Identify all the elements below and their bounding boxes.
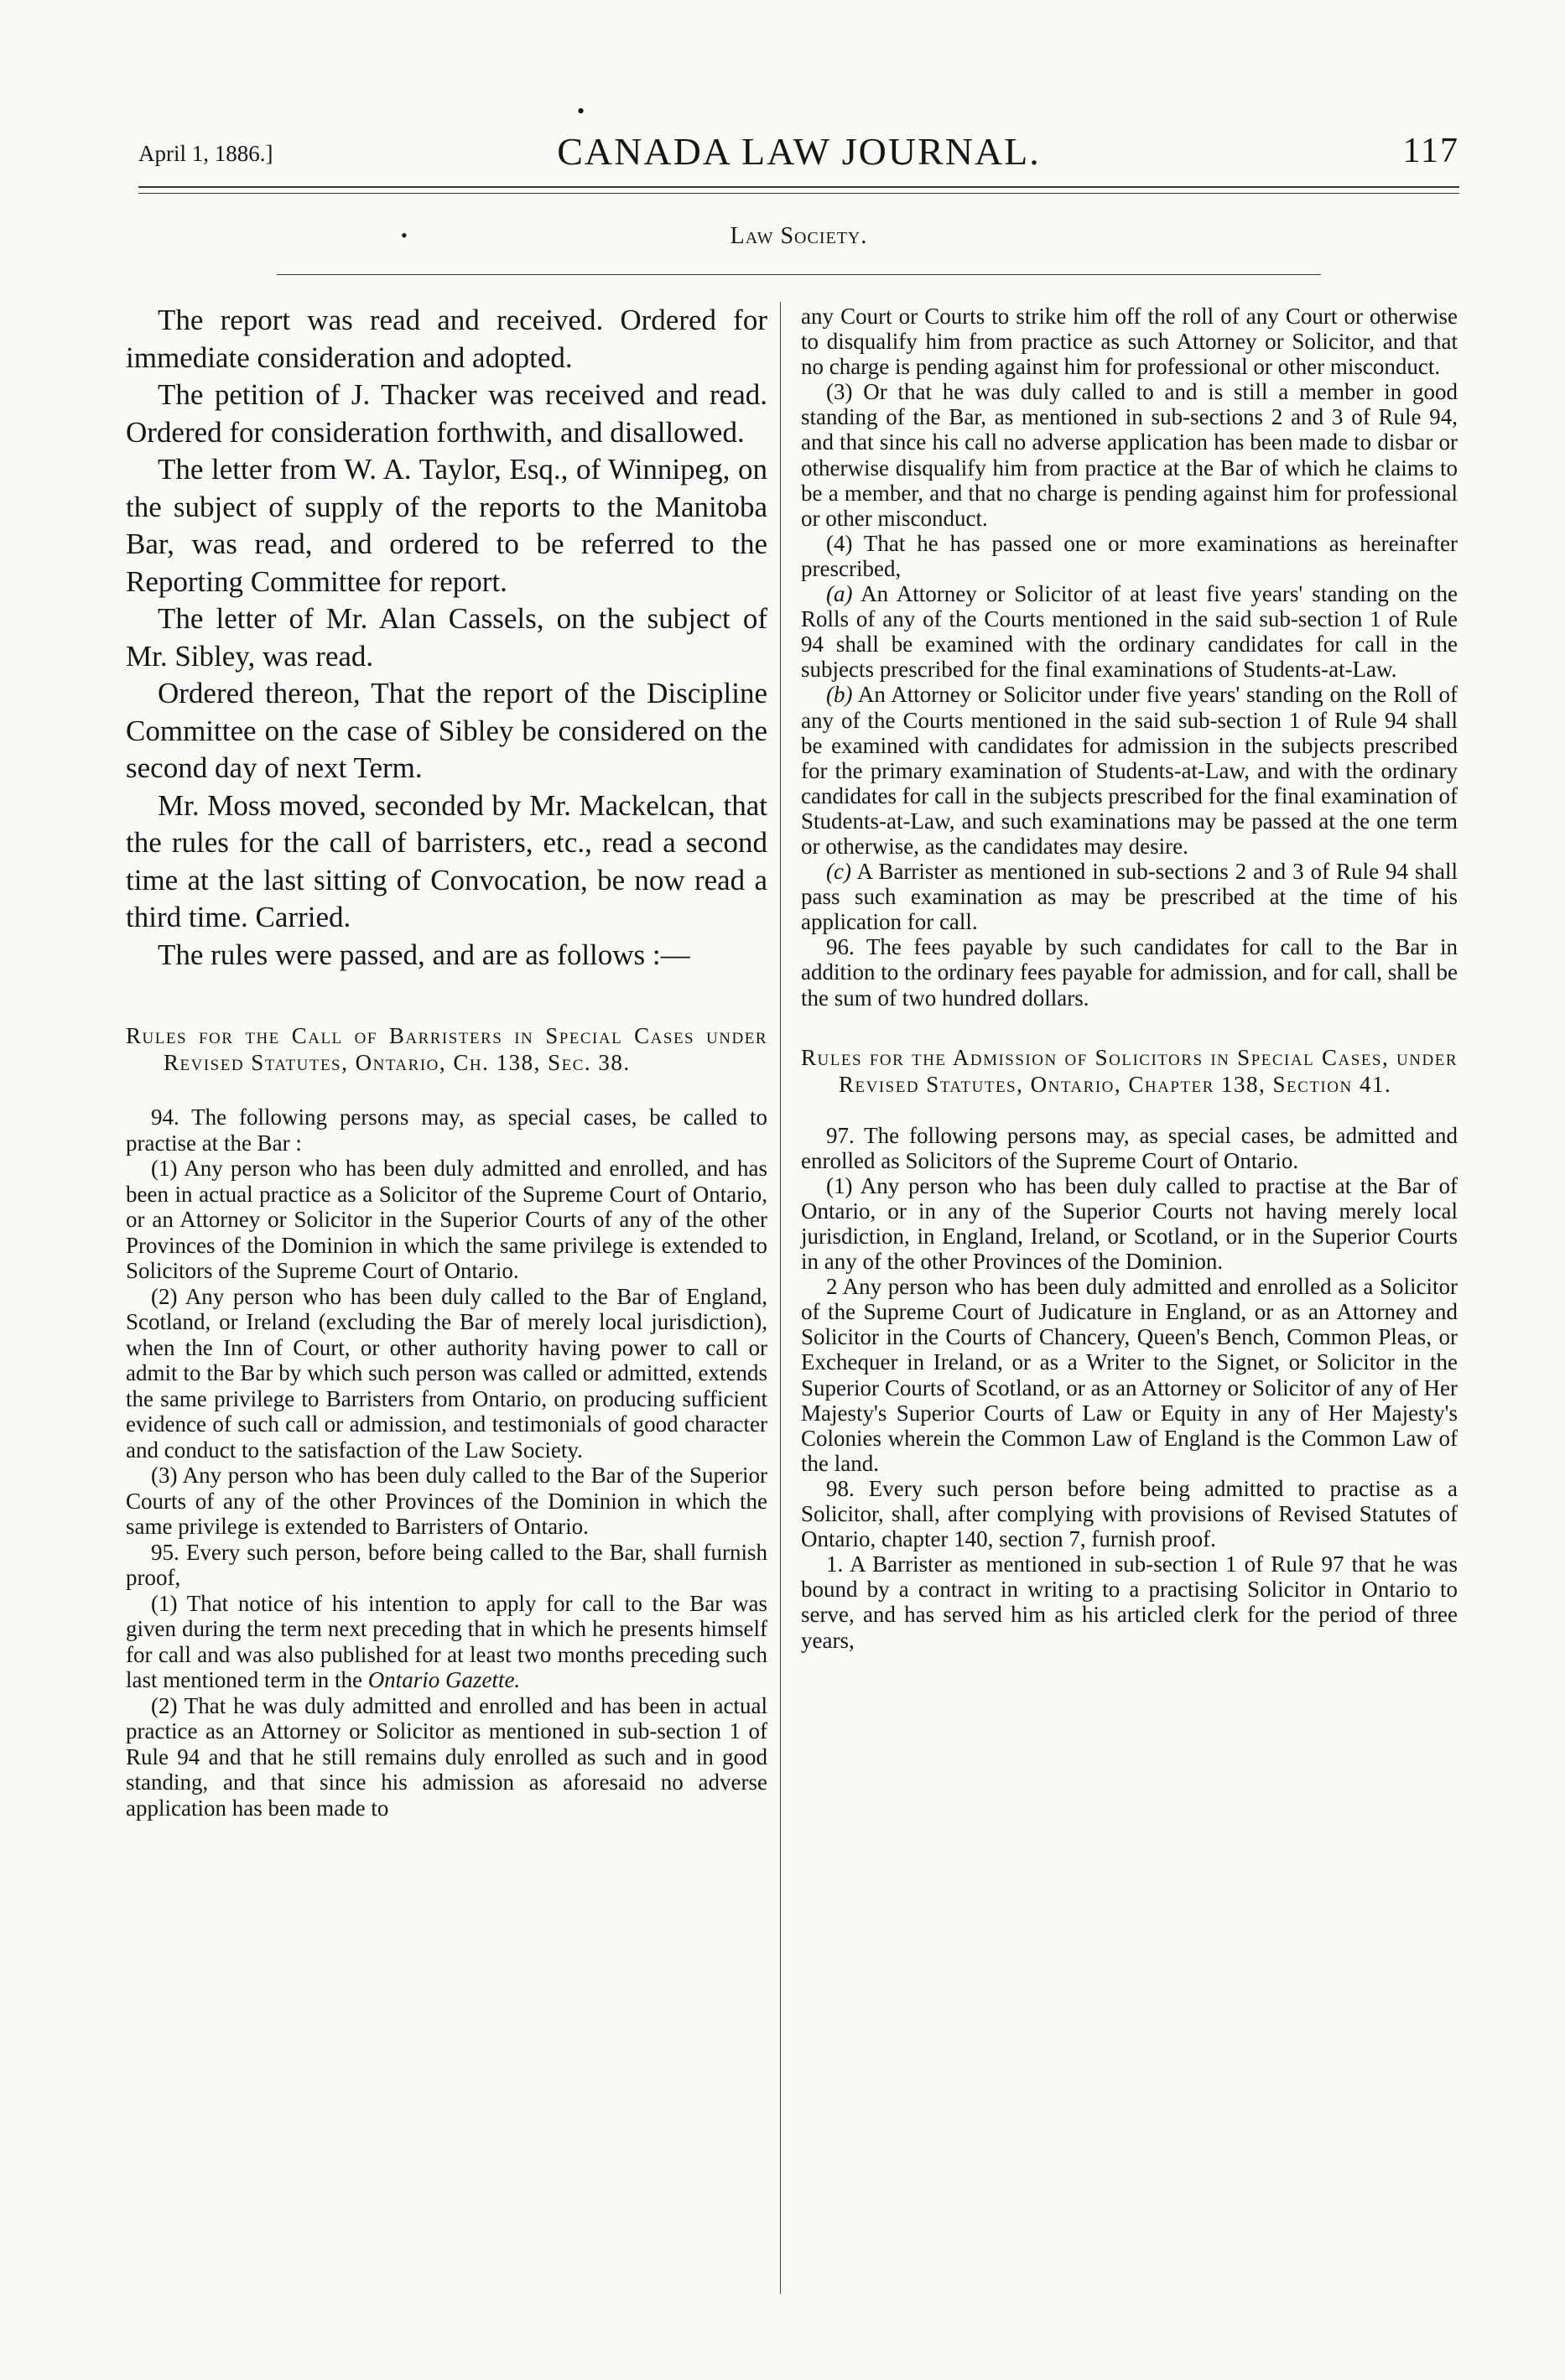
rule-paragraph: 95. Every such person, before being called to the Bar, shall furnish proof, [126, 1539, 767, 1590]
minute-paragraph: Ordered thereon, That the report of the Discipline Committee on the case of Sibley be considered on the second day of next Term. [126, 677, 767, 784]
clause-marker: (c) [826, 859, 851, 885]
section-rule [277, 274, 1321, 275]
rule-text: (1) That notice of his intention to apply for call to the Bar was given during the term next preceding that in which he presents himself for call and was also published for at least two months preceding such last mentioned term in the [126, 1590, 767, 1692]
left-column [126, 302, 767, 1821]
minute-paragraph: Mr. Moss moved, seconded by Mr. Mackelcan, that the rules for the call of barristers, etc., read a second time at the last sitting of Convocation, be now read a third time. Carried. [126, 788, 767, 933]
barrister-rules [126, 1104, 767, 1821]
gazette-name: Ontario Gazette. [367, 1667, 521, 1692]
journal-title: CANADA LAW JOURNAL. [557, 130, 1041, 173]
section-title: Law Society. [730, 223, 868, 249]
ink-speck: • [577, 99, 585, 123]
rule-paragraph: (4) That he has passed one or more examinations as hereinafter prescribed, [801, 530, 1458, 581]
rule-paragraph: (3) Or that he was duly called to and is still a member in good standing of the Bar, as mentioned in sub-sections 2 and 3 of Rule 94, and that since his call no adverse application has been made to disbar or otherwise disqualify him from practice at the Bar of which he claims to be a member, and that no charge is pending against him for professional or other misconduct. [801, 379, 1458, 531]
header-date: April 1, 1886.] [138, 141, 273, 166]
minute-paragraph: The petition of J. Thacker was received and read. Ordered for consideration forthwith, and disallowed. [126, 378, 767, 449]
rule-paragraph: (2) That he was duly admitted and enrolled and has been in actual practice as an Attorney or Solicitor as mentioned in sub-section 1 of Rule 94 and that he still remains duly enrolled as such and in good standing, and that since his admission as aforesaid no adverse application has been made to [126, 1692, 767, 1821]
rule-paragraph: (3) Any person who has been duly called to the Bar of the Superior Courts of any of the other Provinces of the Dominion in which the same privilege is extended to Barristers of Ontario. [126, 1463, 767, 1539]
rule-paragraph: 96. The fees payable by such candidates for call to the Bar in addition to the ordinary fees payable for admission, and for call, shall be the sum of two hundred dollars. [801, 934, 1458, 1011]
rule-paragraph [126, 1591, 767, 1693]
rule-paragraph [801, 581, 1458, 682]
rule-paragraph: 2 Any person who has been duly admitted and enrolled as a Solicitor of the Supreme Court of Judicature in England, or as an Attorney and Solicitor in the Courts of Chancery, Queen's Bench, Common Pleas, or Exchequer in Ireland, or as a Writer to the Signet, or Solicitor in the Superior Courts of Scotland, or as an Attorney or Solicitor of any of Her Majesty's Superior Courts of Law or Equity in any of Her Majesty's Colonies wherein the Common Law of England is the Common Law of the land. [801, 1274, 1458, 1476]
minute-paragraph: The letter of Mr. Alan Cassels, on the subject of Mr. Sibley, was read. [126, 602, 767, 673]
clause-text: An Attorney or Solicitor under five years' standing on the Roll of any of the Courts mentioned in the said sub-section 1 of Rule 94 shall be examined with candidates for admission in the subjects prescribed for the primary examination of Students-at-Law, and with the ordinary candidates for call in the subjects prescribed for the final examination of Students-at-Law, and such examinations may be passed at the one term or otherwise, as the candidates may desire. [801, 682, 1458, 859]
rule-paragraph: 1. A Barrister as mentioned in sub-section 1 of Rule 97 that he was bound by a contract in writing to a practising Solicitor in Ontario to serve, and has served him as his articled clerk for the period of three years, [801, 1551, 1458, 1653]
ink-speck: • [401, 225, 408, 246]
minute-paragraph: The report was read and received. Ordered for immediate consideration and adopted. [126, 304, 767, 374]
rules-heading-barristers: Rules for the Call of Barristers in Special Cases under Revised Statutes, Ontario, Ch. 138, Sec. 38. [126, 1023, 767, 1075]
column-divider [780, 302, 781, 2294]
rules-heading-solicitors: Rules for the Admission of Solicitors in Special Cases, under Revised Statutes, Ontario, Chapter 138, Section 41. [801, 1044, 1458, 1097]
running-header [138, 126, 1459, 184]
rule-paragraph: (1) Any person who has been duly admitted and enrolled, and has been in actual practice as a Solicitor of the Supreme Court of Ontario, or an Attorney or Solicitor in the Superior Courts of any of the other Provinces of the Dominion in which the same privilege is extended to Solicitors of the Supreme Court of Ontario. [126, 1156, 767, 1283]
rule-paragraph [801, 859, 1458, 934]
header-rule-thin [138, 193, 1459, 194]
rule-paragraph: (2) Any person who has been duly called to the Bar of England, Scotland, or Ireland (excluding the Bar of merely local jurisdiction), when the Inn of Court, or other authority having power to call or admit to the Bar by which such person was called or admitted, extends the same privilege to Barristers from Ontario, on producing sufficient evidence of such call or admission, and testimonials of good character and conduct to the satisfaction of the Law Society. [126, 1283, 767, 1463]
clause-marker: (a) [826, 581, 853, 607]
clause-text: A Barrister as mentioned in sub-sections 2 and 3 of Rule 94 shall pass such examination as may be prescribed at the time of his application for call. [801, 859, 1458, 935]
rule-paragraph: 94. The following persons may, as special cases, be called to practise at the Bar : [126, 1104, 767, 1156]
clause-text: An Attorney or Solicitor of at least five years' standing on the Rolls of any of the Courts mentioned in the said sub-section 1 of Rule 94 shall be examined with the ordinary candidates for call in the subjects prescribed for the final examinations of Students-at-Law. [801, 581, 1458, 683]
clause-marker: (b) [826, 682, 853, 708]
rule-paragraph: (1) Any person who has been duly called to practise at the Bar of Ontario, or in any of the Superior Courts not having merely local jurisdiction, in England, Ireland, or Scotland, or in the Superior Courts in any of the other Provinces of the Dominion. [801, 1172, 1458, 1275]
right-column [801, 304, 1458, 1653]
page-number: 117 [1402, 132, 1459, 170]
minute-paragraph: The letter from W. A. Taylor, Esq., of Winnipeg, on the subject of supply of the reports to the Manitoba Bar, was read, and ordered to be referred to the Reporting Committee for report. [126, 453, 767, 598]
convocation-minutes [126, 302, 767, 974]
rule-paragraph: 97. The following persons may, as special cases, be admitted and enrolled as Solicitors of the Supreme Court of Ontario. [801, 1122, 1458, 1173]
minute-paragraph: The rules were passed, and are as follows :— [158, 938, 690, 971]
header-rule-thick [138, 186, 1459, 188]
rule-paragraph [801, 682, 1458, 859]
rule-paragraph: 98. Every such person before being admitted to practise as a Solicitor, shall, after complying with provisions of Revised Statutes of Ontario, chapter 140, section 7, furnish proof. [801, 1475, 1458, 1552]
rule-paragraph-continued: any Court or Courts to strike him off the roll of any Court or otherwise to disqualify him from practice as such Attorney or Solicitor, and that no charge is pending against him for professional or other misconduct. [801, 304, 1458, 380]
